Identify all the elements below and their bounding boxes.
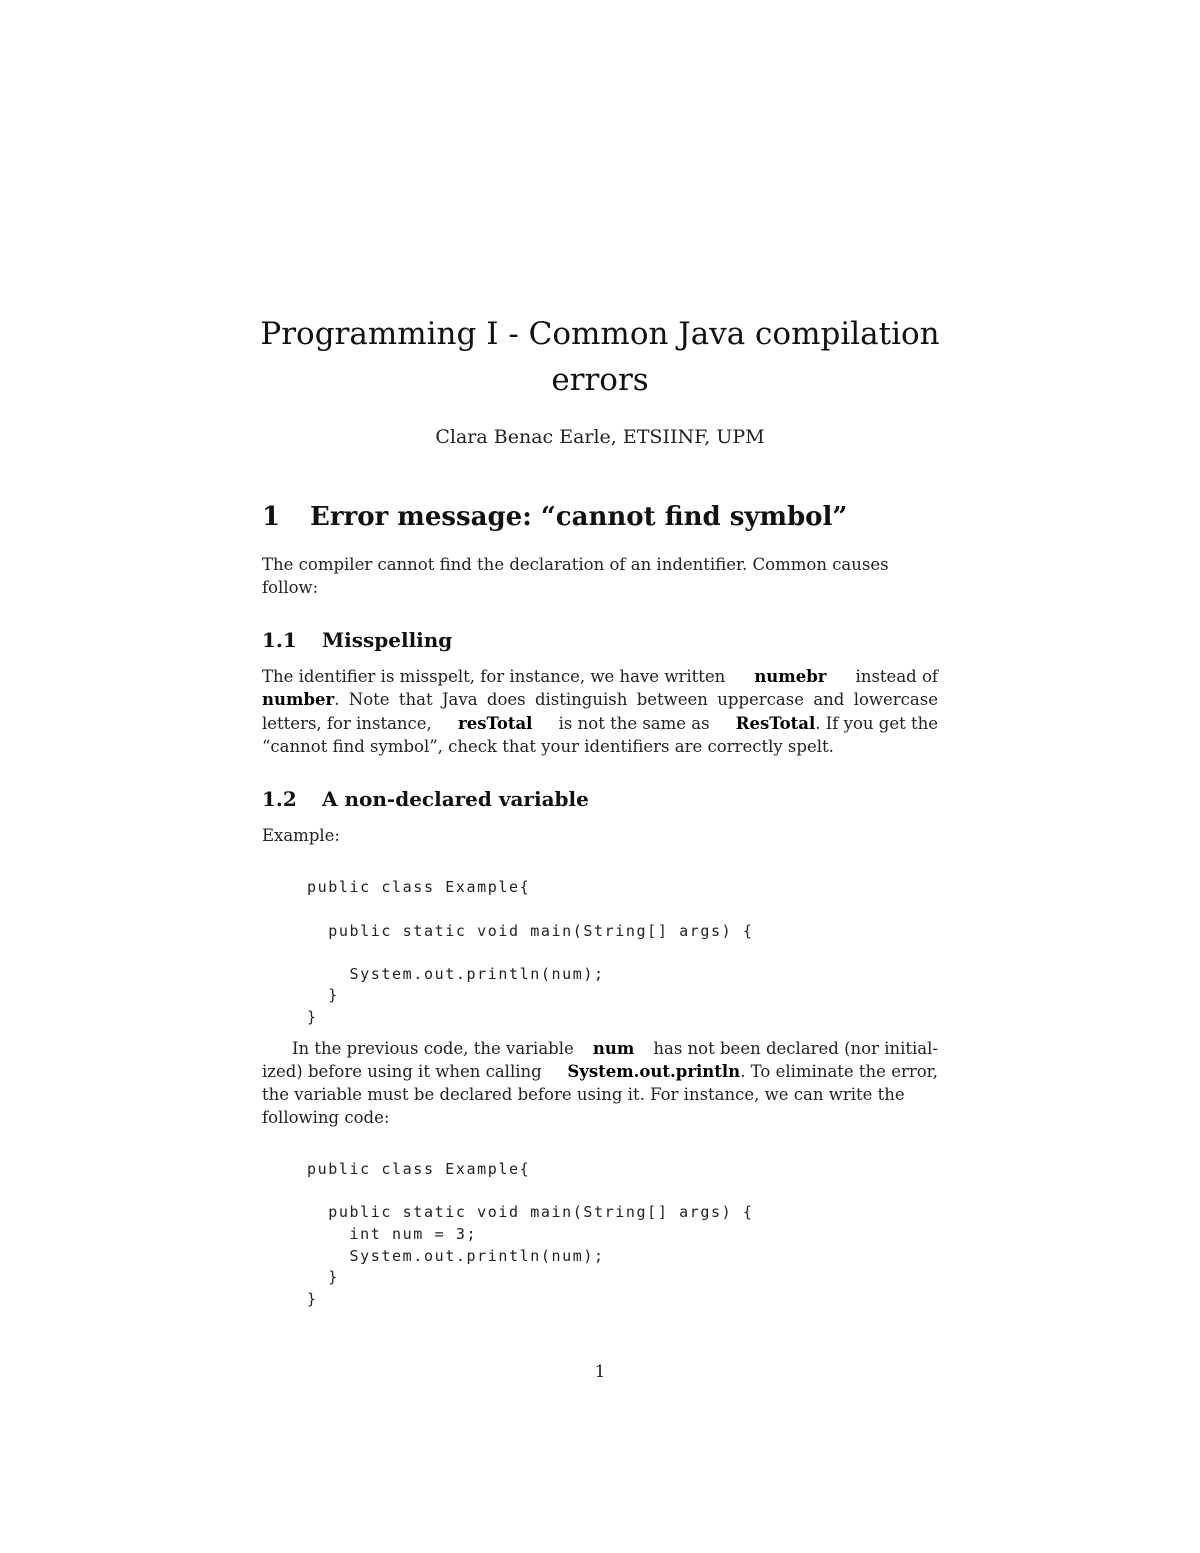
code-term: System.out.println [567, 1062, 741, 1081]
section-1-intro-line-1 [262, 555, 938, 574]
text-wrap [567, 1062, 938, 1081]
code-term: numebr [754, 667, 827, 686]
code-term: num [592, 1039, 635, 1058]
intro-text-1: The compiler cannot find the declaration of an indentifier. Common causes [262, 555, 889, 574]
text: has not been declared (nor initial- [653, 1039, 938, 1058]
explanation-line-2 [262, 1062, 938, 1081]
section-1-number: 1 [262, 502, 281, 532]
code-line: int num = 3; [307, 1225, 478, 1243]
text: . If you get the [815, 714, 938, 733]
text: instead of [855, 667, 938, 686]
code-term: resTotal [458, 714, 533, 733]
code-line: public class Example{ [307, 878, 531, 896]
text: . To eliminate the error, [740, 1062, 938, 1081]
explanation-line-4: following code: [262, 1108, 390, 1127]
title-line-1: Programming I - Common Java compilation [260, 316, 940, 352]
text: the variable must be declared before using it. For instance, we can write the [262, 1085, 905, 1104]
section-1-heading: Error message: “cannot find symbol” [310, 502, 848, 532]
text: letters, for instance, [262, 714, 432, 733]
misspelling-para-line-1 [262, 667, 938, 686]
code-line: } [307, 1008, 318, 1026]
text-wrap [262, 690, 938, 709]
explanation-line-1 [292, 1039, 938, 1058]
text: ized) before using it when calling [262, 1062, 542, 1081]
text-wrap [736, 714, 938, 733]
misspelling-para-line-2 [262, 690, 938, 709]
subsection-1-1-number: 1.1 [262, 628, 297, 652]
code-line: } [307, 1268, 339, 1286]
example-label: Example: [262, 826, 340, 845]
text: is not the same as [558, 714, 710, 733]
page-number: 1 [594, 1362, 606, 1382]
text: The identifier is misspelt, for instance, we have written [262, 667, 726, 686]
code-line: } [307, 986, 339, 1004]
subsection-1-2-heading: A non-declared variable [322, 787, 589, 811]
explanation-line-3 [262, 1085, 938, 1104]
code-line: public static void main(String[] args) { [307, 922, 754, 940]
misspelling-para-line-4: “cannot find symbol”, check that your identifiers are correctly spelt. [262, 737, 834, 756]
code-line: public static void main(String[] args) { [307, 1203, 754, 1221]
subsection-1-2-number: 1.2 [262, 787, 297, 811]
section-1-intro-line-2: follow: [262, 578, 319, 597]
title-line-2: errors [551, 362, 649, 398]
text: . Note that Java does distinguish between uppercase and lowercase [334, 690, 938, 709]
text: In the previous code, the variable [292, 1039, 574, 1058]
code-term: number [262, 690, 335, 709]
author-line: Clara Benac Earle, ETSIINF, UPM [435, 426, 765, 448]
code-line: public class Example{ [307, 1160, 531, 1178]
code-line: System.out.println(num); [307, 1247, 605, 1265]
code-line: System.out.println(num); [307, 965, 605, 983]
code-term: ResTotal [735, 714, 816, 733]
code-line: } [307, 1290, 318, 1308]
misspelling-para-line-3 [262, 714, 938, 733]
subsection-1-1-heading: Misspelling [322, 628, 453, 652]
